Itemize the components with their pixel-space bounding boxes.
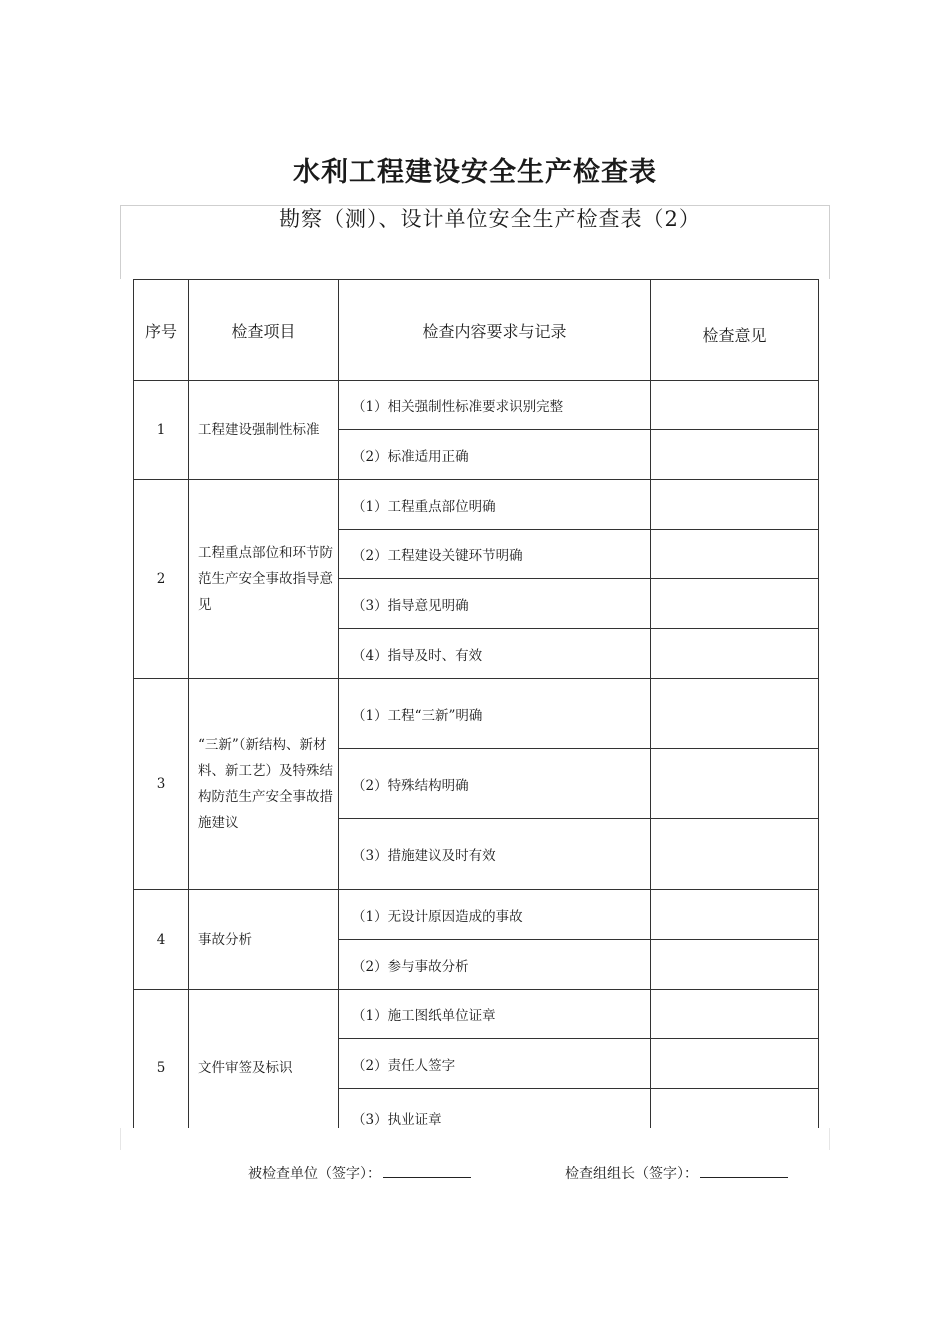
table-row — [134, 990, 819, 1039]
table-bottom-fade — [120, 1128, 830, 1150]
requirement-cell: （1）工程“三新”明确 — [339, 679, 651, 749]
inspected-unit-label: 被检查单位（签字）： — [248, 1166, 381, 1182]
header-opinion: 检查意见 — [651, 280, 819, 381]
check-item-cell: 工程建设强制性标准 — [189, 381, 339, 480]
seq-cell: 5 — [134, 990, 189, 1147]
seq-cell: 4 — [134, 890, 189, 990]
opinion-cell[interactable] — [651, 530, 819, 579]
requirement-cell: （2）标准适用正确 — [339, 430, 651, 480]
opinion-cell[interactable] — [651, 819, 819, 890]
requirement-cell: （4）指导及时、有效 — [339, 629, 651, 679]
requirement-cell: （1）无设计原因造成的事故 — [339, 890, 651, 940]
opinion-cell[interactable] — [651, 381, 819, 430]
opinion-cell[interactable] — [651, 629, 819, 679]
table-row — [134, 679, 819, 749]
requirement-cell: （3）执业证章 — [339, 1089, 651, 1147]
check-item-cell: “三新”（新结构、新材料、新工艺）及特殊结构防范生产安全事故措施建议 — [189, 679, 339, 890]
seq-cell: 2 — [134, 480, 189, 679]
requirement-cell: （1）工程重点部位明确 — [339, 480, 651, 530]
requirement-cell: （2）特殊结构明确 — [339, 749, 651, 819]
table-row — [134, 480, 819, 530]
opinion-cell[interactable] — [651, 480, 819, 530]
inspected-unit-signature-line[interactable] — [383, 1167, 471, 1178]
check-item-cell: 文件审签及标识 — [189, 990, 339, 1147]
requirement-cell: （2）责任人签字 — [339, 1039, 651, 1089]
inspection-table — [133, 279, 819, 1147]
team-leader-signature-line[interactable] — [700, 1167, 788, 1178]
table-row — [134, 890, 819, 940]
opinion-cell[interactable] — [651, 679, 819, 749]
table-row — [134, 381, 819, 430]
header-content: 检查内容要求与记录 — [339, 280, 651, 381]
inspected-unit-signature — [248, 1163, 471, 1183]
requirement-cell: （3）指导意见明确 — [339, 579, 651, 629]
requirement-cell: （1）施工图纸单位证章 — [339, 990, 651, 1039]
requirement-cell: （2）工程建设关键环节明确 — [339, 530, 651, 579]
header-seq: 序号 — [134, 280, 189, 381]
document-title: 水利工程建设安全生产检查表 — [293, 157, 657, 188]
check-item-cell: 工程重点部位和环节防范生产安全事故指导意见 — [189, 480, 339, 679]
requirement-cell: （3）措施建议及时有效 — [339, 819, 651, 890]
opinion-cell[interactable] — [651, 1039, 819, 1089]
opinion-cell[interactable] — [651, 990, 819, 1039]
seq-cell: 3 — [134, 679, 189, 890]
requirement-cell: （1）相关强制性标准要求识别完整 — [339, 381, 651, 430]
opinion-cell[interactable] — [651, 430, 819, 480]
team-leader-label: 检查组组长（签字）： — [565, 1166, 698, 1182]
header-item: 检查项目 — [189, 280, 339, 381]
seq-cell: 1 — [134, 381, 189, 480]
opinion-cell[interactable] — [651, 749, 819, 819]
check-item-cell: 事故分析 — [189, 890, 339, 990]
table-header-row — [134, 280, 819, 381]
team-leader-signature — [565, 1163, 788, 1183]
document-subtitle: 勘察（测）、设计单位安全生产检查表（2） — [279, 207, 701, 231]
opinion-cell[interactable] — [651, 579, 819, 629]
opinion-cell[interactable] — [651, 940, 819, 990]
opinion-cell[interactable] — [651, 890, 819, 940]
requirement-cell: （2）参与事故分析 — [339, 940, 651, 990]
